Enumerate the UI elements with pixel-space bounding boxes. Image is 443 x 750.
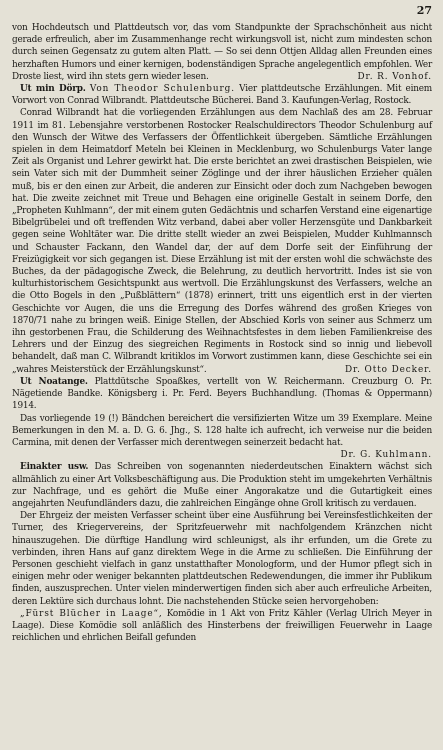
entry-bibliography: Vier plattdeutsche Erzählungen. Mit einem Vorwort von Conrad Wilbrandt. Plattdeutsche Bücherei. Band 3. Kaufungen-Verlag, Rostock. <box>12 84 433 107</box>
entry-author: Von Theodor Schulenburg. <box>89 84 235 95</box>
paragraph-text: Das vorliegende 19 (!) Bändchen bereichert die versifizierten Witze um 39 Exemplare. Meine Bemerkungen in den M. a. D. G. 6. Jhg., S. 128 halte ich aufrecht, ich verweise nur die beiden Carmina, mit denen der Verfasser mich derentwegen seinerzeit bedacht hat. <box>12 413 432 448</box>
entry-title: Ut Noatange. <box>20 376 88 387</box>
entry-einakter <box>12 461 432 510</box>
paragraph-text: Conrad Wilbrandt hat die vorliegenden Erzählungen aus dem Nachlaß des am 28. Februar 1911 im 81. Lebensjahre verstorbenen Rostocker Realschuldirectors Theodor Schulenburg auf den Wunsch der Witwe des Verfassers der Öffentlichkeit übergeben. Sämtliche Erzählungen spielen in dem Heimatdorf Meteln bei Kleinen in Mecklenburg, wo Schulenburgs Vater lange Zeit als Organist und Lehrer gewirkt hat. Die erste berichtet an zwei drastischen Beispielen, wie sein Vater sich mit der Dummheit seiner Zöglinge und der ihrer häuslichen Erzieher quälen muß, bis er den einen zur Arbeit, die anderen zur Einsicht oder doch zum Nachgeben bewogen hat. Die zweite zeichnet mit Treue und Behagen eine originelle Gestalt in seinem Dorfe, den „Propheten Kuhlmann“, der mit einem guten Gedächtnis und scharfen Verstand eine eigenartige Bibelgrübelei und oft treffenden Witz verband, dabei aber voller Herzensgüte und Dankbarkeit gegen seine Wohltäter war. Die dritte stellt wieder an zwei Beispielen, Mudder Kuhlmannsch und Schauster Fackann, den Wandel dar, der auf dem Dorfe seit der Einführung der Freizügigkeit vor sich gegangen ist. Diese Erzählung ist mit der ersten wohl die schwächste des Buches, da der pädagogische Zweck, die Belehrung, zu deutlich hervortritt. Indes ist sie von kulturhistorischem Gesichtspunkt aus wertvoll. Die Erzählungskunst des Verfassers, welche an die Otto Bogels in den „Pußblättern“ (1878) erinnert, tritt uns eigentlich erst in der vierten Geschichte vor Augen, die uns die Erregung des Dorfes während des großen Krieges von 1870/71 nahe zu bringen weiß. Einige Stellen, der Abschied Korls von seiner aus Schmerz um ihn gestorbenen Frau, die Schilderung des Weihnachtsfestes in dem lieben Familienkreise des Lehrers und der Einzug des siegreichen Regiments in Rostock sind so innig und liebevoll behandelt, daß man C. Wilbrandt kritiklos im Vorwort zustimmen kann, diese Geschichte sei ein „wahres Meisterstück der Erzählungskunst“. <box>12 108 432 375</box>
entry-bibliography: Plattdütsche Spoaßkes, vertellt von W. Reichermann. Creuzburg O. Pr. Nägetiende Bandke. Königsberg i. Pr. Ferd. Beyers Buchhandlung. (Thomas & Oppermann) 1914. <box>12 376 432 412</box>
entry-fuerst-bluecher <box>12 608 432 645</box>
review-column <box>12 22 432 644</box>
entry-title: Ut min Dörp. <box>20 84 86 95</box>
paragraph-text: Der Ehrgeiz der meisten Verfasser scheint über eine Ausführung bei Vereinsfestlichkeiten der Turner, des Kriegervereins, der Spritzfeuerwehr mit nachfolgendem Kränzchen nicht hinauszugehen. Die dürftige Handlung wird schleunigst, als ihr erfunden, um die Grete zu verbinden, ihren Hans auf ganz direktem Wege in die Arme zu schließen. Die Einführung der Personen geschieht vielfach in ganz unstatthafter Monologform, und der Humor pflegt sich in einigen mehr oder weniger bekannten plattdeutschen Redewendungen, die immer ihr Publikum finden, auszusprechen. Unter vielen minderwertigen finden sich aber auch erfreuliche Arbeiten, deren Lektüre sich durchaus lohnt. Die nachstehenden Stücke seien hervorgehoben: <box>12 511 432 607</box>
paragraph-text: Das Schreiben von sogenannten niederdeutschen Einaktern wächst sich allmählich zu einer Art Volksbeschäftigung aus. Die Produktion steht im umgekehrten Verhältnis zur Nachfrage, und es gehört die Muße einer Angorakatze und die Gutartigkeit eines angejahrten Neufundländers dazu, die zahlreichen Eingänge ohne Groll kritisch zu verdauen. <box>12 462 432 509</box>
page-number: 27 <box>416 4 432 17</box>
entry-ut-noatange <box>12 376 432 413</box>
paragraph-einakter-review <box>12 510 432 608</box>
reviewer-signature: Dr. R. Vonhof. <box>357 71 432 82</box>
reviewer-signature: Dr. G. Kuhlmann. <box>340 450 432 461</box>
play-title: „Fürst Blücher in Laage“, <box>20 608 163 619</box>
entry-title: Einakter usw. <box>20 462 89 473</box>
paragraph-text: von Hochdeutsch und Plattdeutsch vor, das vom Standpunkte der Sprachschönheit aus nicht gerade erfreulich, aber im Zusammenhange recht wirkungsvoll ist, nicht zum mindesten schon durch seinen Gegensatz zu gutem alten Platt. — So sei denn Ottjen Alldag allen Freunden eines herzhaften Humors und einer kernigen, bodenständigen Sprache angelegentlich empfohlen. Wer Droste liest, wird ihn stets gern wieder lesen. <box>12 23 432 82</box>
paragraph-text: Komödie in 1 Akt von Fritz Kähler (Verlag Ulrich Meyer in Laage). Diese Komödie soll anläßlich des Hinsterbens der freiwilligen Feuerwehr in Laage reichlichen und ehrlichen Beifall gefunden <box>12 608 433 644</box>
paragraph-noatange-review <box>12 413 432 461</box>
reviewer-signature: Dr. Otto Decker. <box>344 364 432 375</box>
paragraph-schulenburg-review <box>12 107 432 375</box>
entry-ut-min-doerp <box>12 83 432 107</box>
paragraph-droste-review <box>12 22 432 83</box>
